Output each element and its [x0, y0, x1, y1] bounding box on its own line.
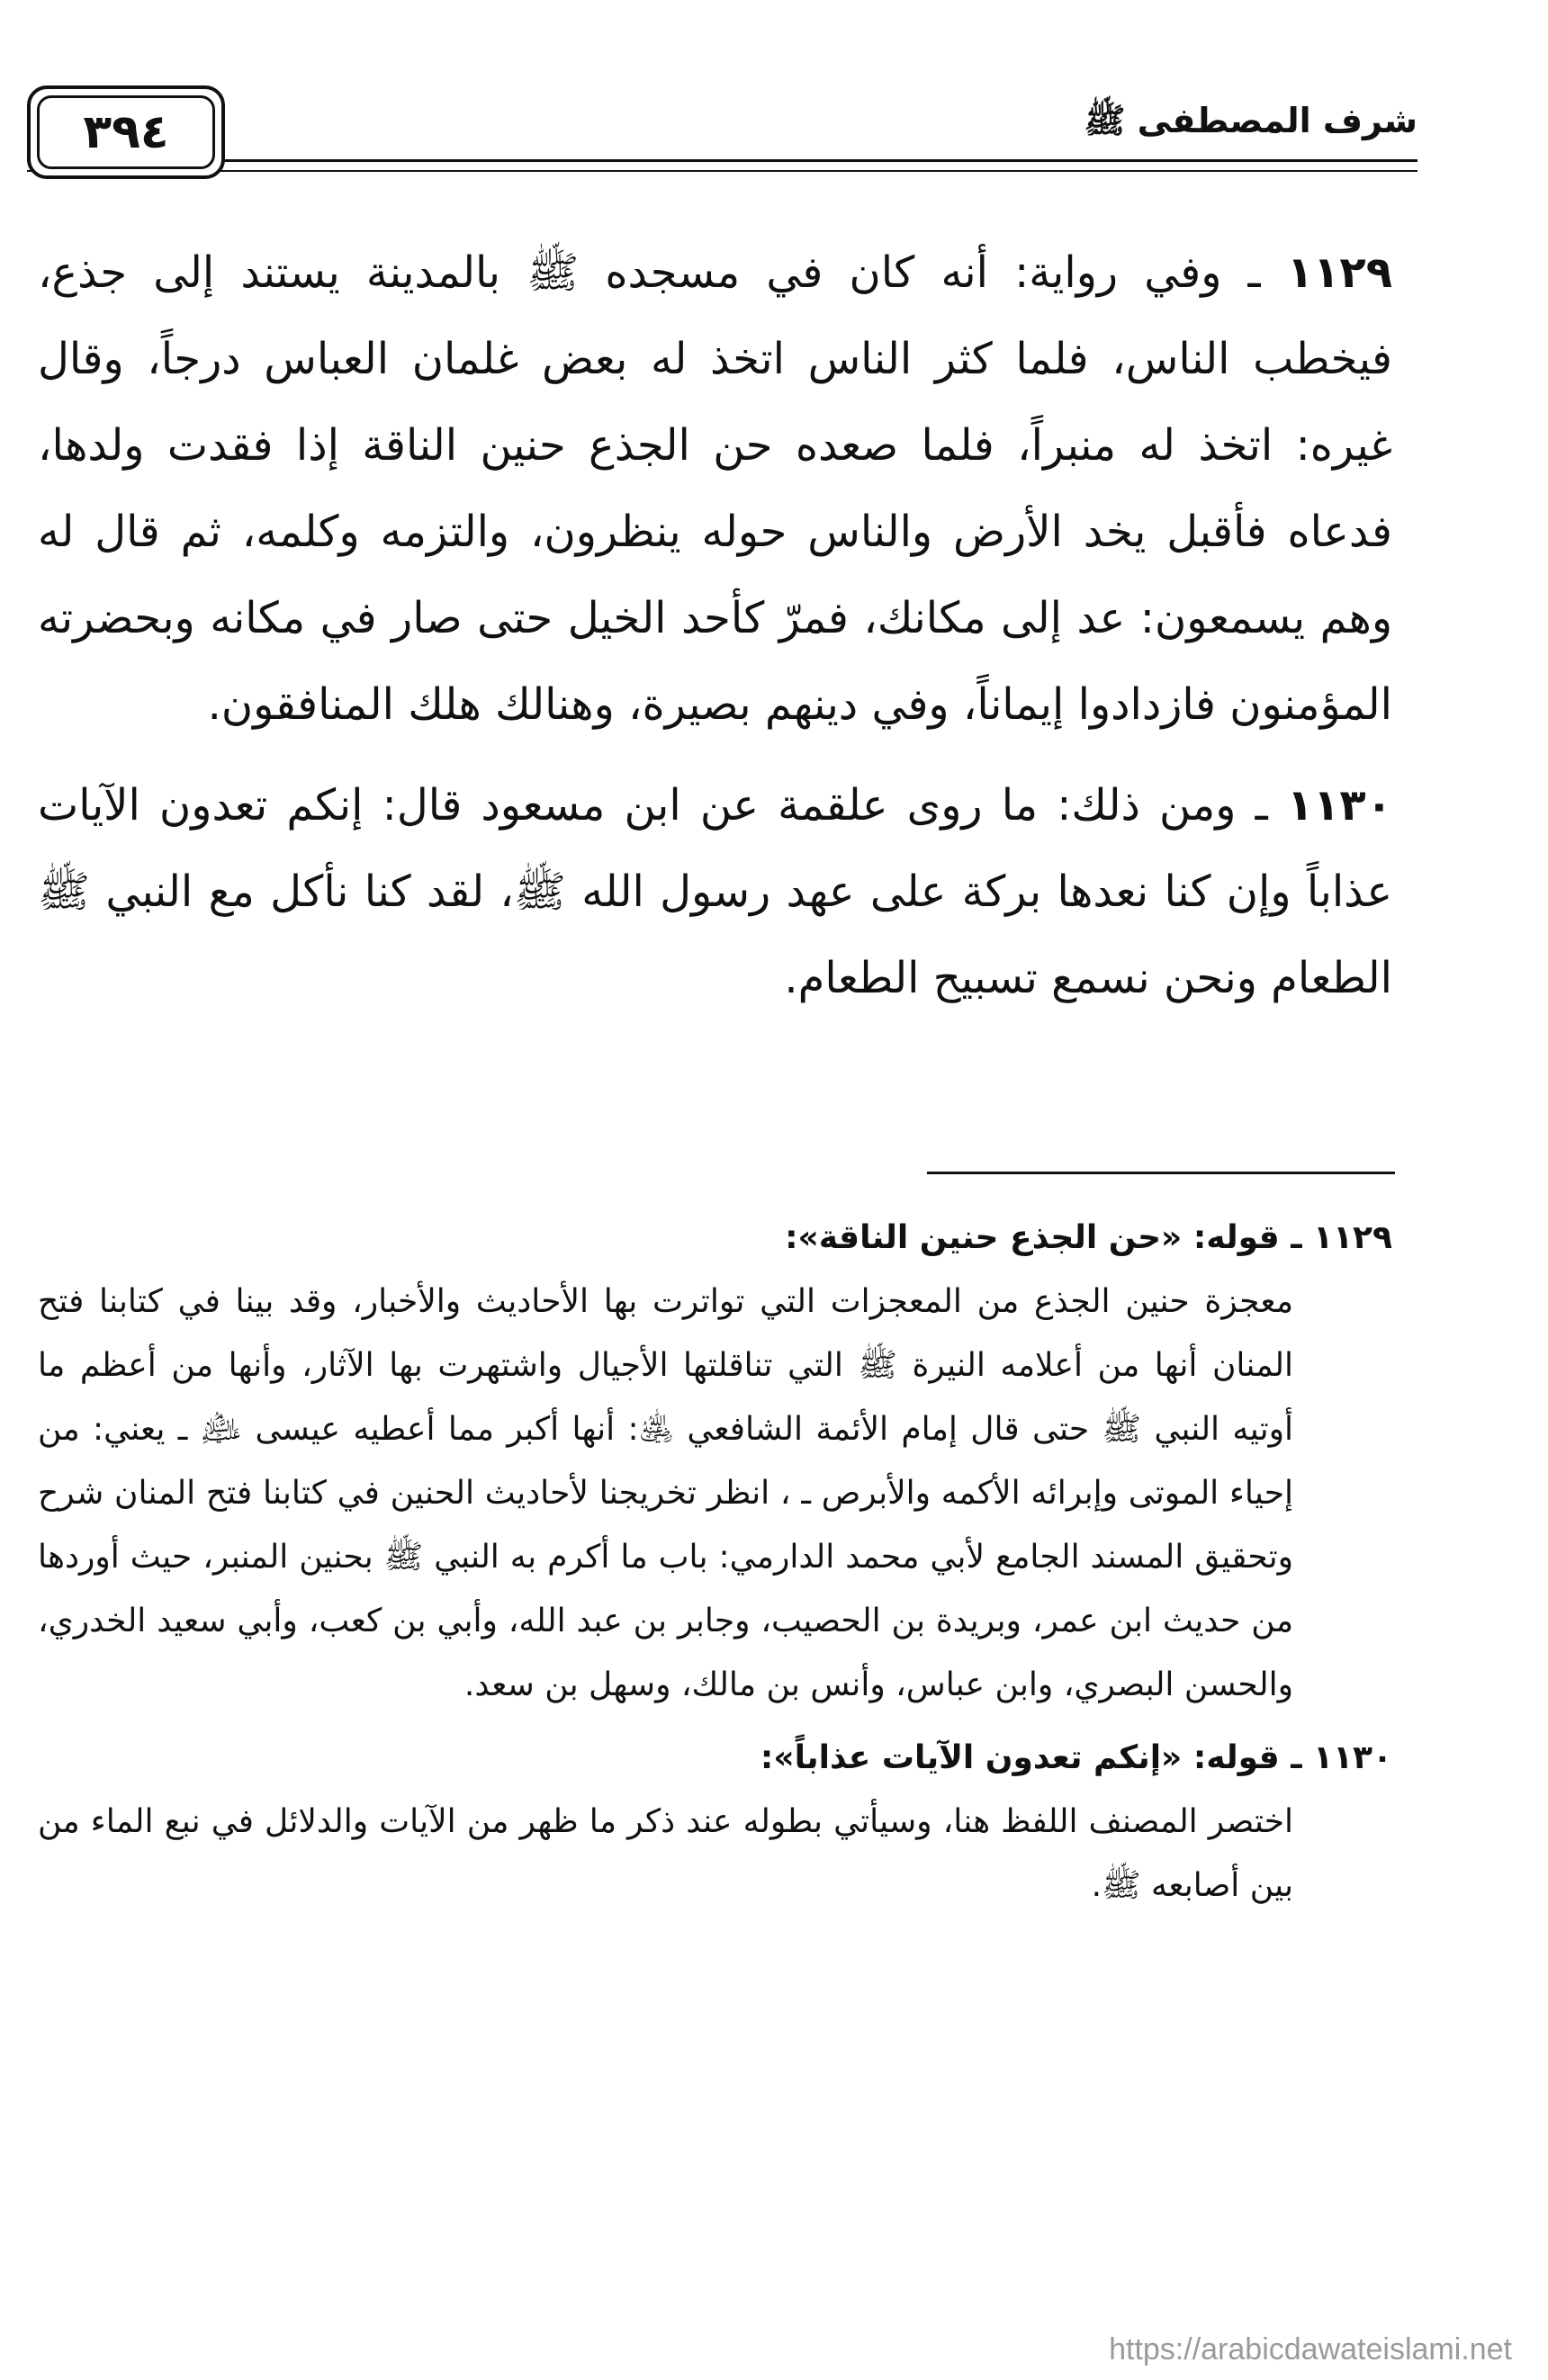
footnote-1129: [38, 1206, 1392, 1717]
paragraph-number: ١١٢٩: [1286, 247, 1392, 298]
header-rule-top: [27, 159, 1418, 162]
footnotes: [38, 1206, 1392, 1926]
footnote-heading: ١١٢٩ ـ قوله: «حن الجذع حنين الناقة»:: [785, 1219, 1392, 1256]
page-number: ٣٩٤: [37, 95, 215, 169]
page-header: [27, 85, 1418, 193]
paragraph-1130: [38, 762, 1392, 1021]
footnote-1130: [38, 1726, 1392, 1917]
running-title: شرف المصطفى ﷺ: [1084, 101, 1418, 140]
paragraph-1129: [38, 229, 1392, 748]
footnote-body: اختصر المصنف اللفظ هنا، وسيأتي بطوله عند ذكر ما ظهر من الآيات والدلائل في نبع الماء من بين أصابعه ﷺ.: [38, 1803, 1293, 1904]
footnote-heading: ١١٣٠ ـ قوله: «إنكم تعدون الآيات عذاباً»:: [760, 1739, 1392, 1776]
header-rule-bottom: [27, 170, 1418, 172]
paragraph-text: ـ وفي رواية: أنه كان في مسجده ﷺ بالمدينة يستند إلى جذع، فيخطب الناس، فلما كثر الناس اتخذ له بعض غلمان العباس درجاً، وقال غيره: اتخذ له منبراً، فلما صعده حن الجذع حنين الناقة إذا فقدت ولدها، فدعاه فأقبل يخد الأرض والناس حوله ينظرون، والتزمه وكلمه، ثم قال له وهم يسمعون: عد إلى مكانك، فمرّ كأحد الخيل حتى صار في مكانه وبحضرته المؤمنون فازدادوا إيماناً، وفي دينهم بصيرة، وهنالك هلك المنافقون.: [38, 247, 1392, 730]
footnote-divider: [927, 1172, 1395, 1174]
footnote-body: معجزة حنين الجذع من المعجزات التي تواترت بها الأحاديث والأخبار، وقد بينا في كتابنا فتح المنان أنها من أعلامه النيرة ﷺ التي تناقلتها الأجيال واشتهرت بها الآثار، وأنها من أعظم ما أوتيه النبي ﷺ حتى قال إمام الأئمة الشافعي ﵁: أنها أكبر مما أعطيه عيسى ﵇ ـ يعني: من إحياء الموتى وإبرائه الأكمه والأبرص ـ ، انظر تخريجنا لأحاديث الحنين في كتابنا فتح المنان شرح وتحقيق المسند الجامع لأبي محمد الدارمي: باب ما أكرم به النبي ﷺ بحنين المنبر، حيث أوردها من حديث ابن عمر، وبريدة بن الحصيب، وجابر بن عبد الله، وأبي بن كعب، وأبي سعيد الخدري، والحسن البصري، وابن عباس، وأنس بن مالك، وسهل بن سعد.: [38, 1283, 1293, 1703]
source-watermark: https://arabicdawateislami.net: [1109, 2332, 1512, 2367]
page-number-frame: [27, 85, 225, 179]
paragraph-number: ١١٣٠: [1286, 780, 1392, 831]
main-text: [38, 229, 1392, 1036]
paragraph-text: ـ ومن ذلك: ما روى علقمة عن ابن مسعود قال: إنكم تعدون الآيات عذاباً وإن كنا نعدها بركة على عهد رسول الله ﷺ، لقد كنا نأكل مع النبي ﷺ الطعام ونحن نسمع تسبيح الطعام.: [38, 780, 1392, 1003]
